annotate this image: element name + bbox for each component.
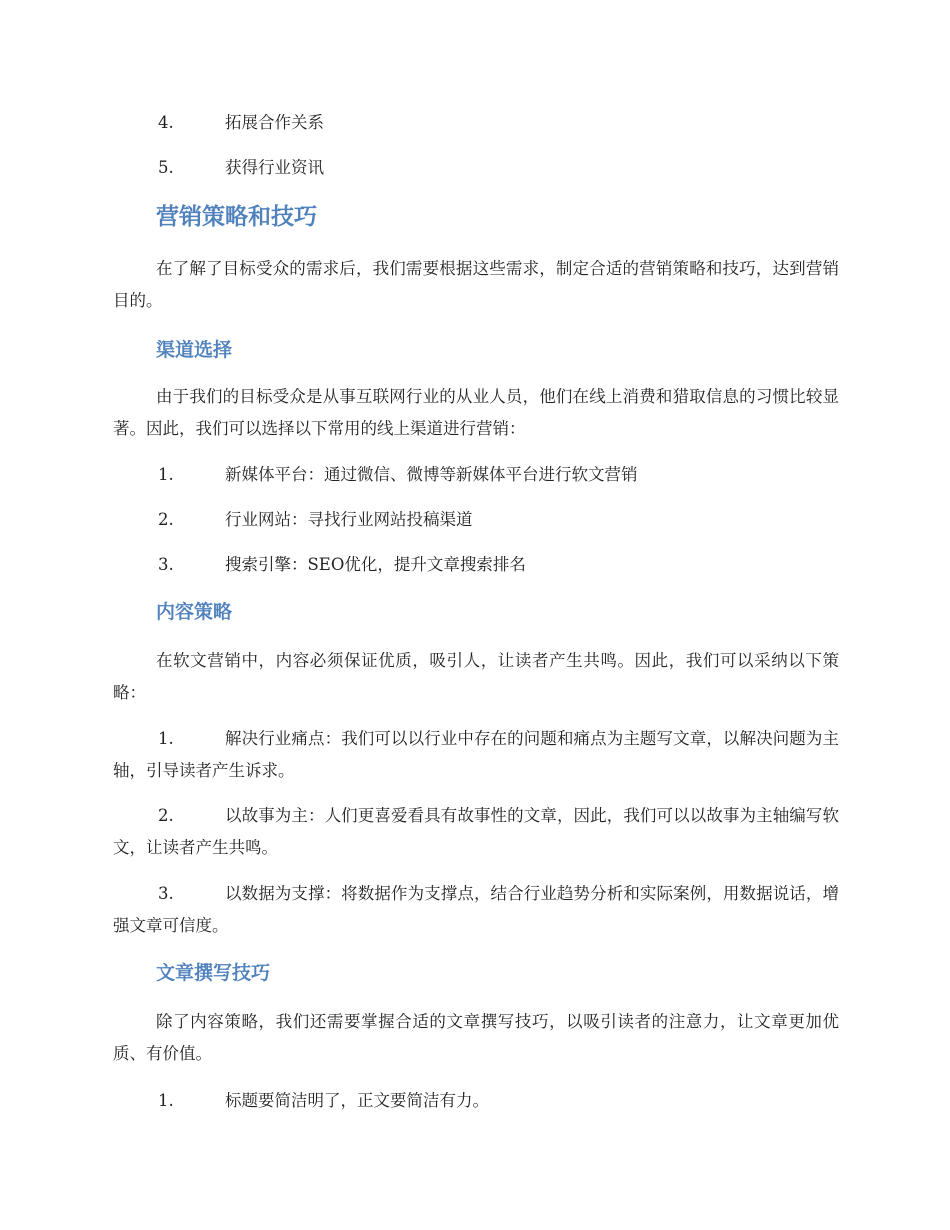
list-number: 1. <box>158 729 174 748</box>
paragraph-marketing-intro: 在了解了目标受众的需求后，我们需要根据这些需求，制定合适的营销策略和技巧，达到营销目的。 <box>113 259 839 310</box>
list-item <box>113 723 839 787</box>
list-number: 2. <box>158 510 174 529</box>
list-item <box>113 800 839 864</box>
list-number: 1. <box>158 465 174 484</box>
list-text: 以故事为主：人们更喜爱看具有故事性的文章，因此，我们可以以故事为主轴编写软文，让读者产生共鸣。 <box>113 806 839 857</box>
heading-channel-selection: 渠道选择 <box>156 339 233 361</box>
list-item <box>113 878 839 942</box>
list-text: 拓展合作关系 <box>225 113 324 132</box>
paragraph-channel-intro: 由于我们的目标受众是从事互联网行业的从业人员，他们在线上消费和猎取信息的习惯比较显著。因此，我们可以选择以下常用的线上渠道进行营销： <box>113 387 839 438</box>
heading-writing-skills: 文章撰写技巧 <box>156 962 271 984</box>
list-text: 行业网站：寻找行业网站投稿渠道 <box>225 510 473 529</box>
list-number: 4. <box>158 113 174 132</box>
list-number: 5. <box>158 158 174 177</box>
heading-content-strategy: 内容策略 <box>156 601 233 623</box>
list-text: 搜索引擎：SEO优化，提升文章搜索排名 <box>225 555 526 574</box>
list-number: 3. <box>158 884 174 903</box>
list-text: 解决行业痛点：我们可以以行业中存在的问题和痛点为主题写文章，以解决问题为主轴，引导读者产生诉求。 <box>113 729 839 780</box>
list-number: 1. <box>158 1091 174 1110</box>
list-text: 标题要简洁明了，正文要简洁有力。 <box>225 1091 489 1110</box>
list-text: 以数据为支撑：将数据作为支撑点，结合行业趋势分析和实际案例，用数据说话，增强文章可信度。 <box>113 884 839 935</box>
paragraph-content-intro: 在软文营销中，内容必须保证优质，吸引人，让读者产生共鸣。因此，我们可以采纳以下策略： <box>113 651 839 702</box>
list-number: 2. <box>158 806 174 825</box>
list-number: 3. <box>158 555 174 574</box>
heading-marketing-strategy: 营销策略和技巧 <box>156 204 317 230</box>
list-text: 获得行业资讯 <box>225 158 324 177</box>
list-text: 新媒体平台：通过微信、微博等新媒体平台进行软文营销 <box>225 465 638 484</box>
paragraph-writing-intro: 除了内容策略，我们还需要掌握合适的文章撰写技巧，以吸引读者的注意力，让文章更加优质、有价值。 <box>113 1012 839 1063</box>
